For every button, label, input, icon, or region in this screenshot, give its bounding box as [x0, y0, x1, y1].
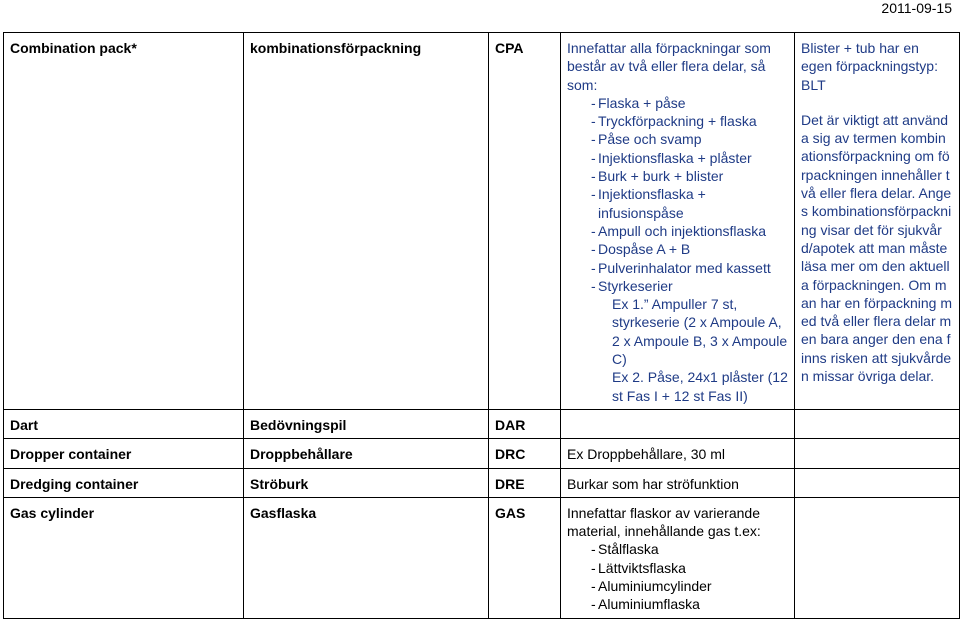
list-item: - Injektionsflaska + infusionspåse [567, 185, 788, 222]
description [561, 33, 795, 410]
list-item: - Flaska + påse [567, 94, 788, 112]
package-type-table [3, 32, 960, 619]
english-term: Dart [4, 409, 244, 438]
code: GAS [489, 497, 561, 618]
list-item: - Stålflaska [567, 540, 788, 558]
list-item: - Ampull och injektionsflaska [567, 222, 788, 240]
table-row [4, 439, 960, 468]
list-item: - Aluminiumflaska [567, 595, 788, 613]
code: DRE [489, 468, 561, 497]
list-item: - Burk + burk + blister [567, 167, 788, 185]
description: Ex Droppbehållare, 30 ml [561, 439, 795, 468]
list-item: - Dospåse A + B [567, 240, 788, 258]
code: DRC [489, 439, 561, 468]
swedish-term: Bedövningspil [244, 409, 489, 438]
table-row [4, 497, 960, 618]
english-term: Dredging container [4, 468, 244, 497]
swedish-term: kombinationsförpackning [244, 33, 489, 410]
table-row [4, 468, 960, 497]
code: DAR [489, 409, 561, 438]
note [795, 468, 960, 497]
example-1: Ex 1.” Ampuller 7 st, styrkeserie (2 x Ampoule A, 2 x Ampoule B, 3 x Ampoule C) [612, 296, 788, 368]
english-term: Combination pack* [4, 33, 244, 410]
description-intro: Innefattar flaskor av varierande material, innehållande gas t.ex: [567, 504, 761, 540]
list-item: - Tryckförpackning + flaska [567, 112, 788, 130]
note-paragraph-1: Blister + tub har en egen förpackningstyp: BLT [801, 40, 938, 93]
swedish-term: Ströburk [244, 468, 489, 497]
list-item: - Aluminiumcylinder [567, 577, 788, 595]
description [561, 409, 795, 438]
note [795, 439, 960, 468]
description: Burkar som har ströfunktion [561, 468, 795, 497]
note [795, 33, 960, 410]
combination-list [567, 94, 788, 295]
note-paragraph-2: Det är viktigt att använda sig av termen kombinationsförpackning om förpackningen innehåller två eller flera delar. Anges kombinationsförpackning visar det för sjukvård/apotek att man måste läsa mer om den aktuella förpackningen. Om man har en förpackning med två eller flera delar men bara anger den ena finns risken att sjukvården missar övriga delar. [801, 111, 952, 385]
note [795, 409, 960, 438]
document-date: 2011-09-15 [881, 0, 952, 16]
english-term: Dropper container [4, 439, 244, 468]
swedish-term: Gasflaska [244, 497, 489, 618]
swedish-term: Droppbehållare [244, 439, 489, 468]
list-item: - Styrkeserier [567, 277, 788, 295]
description-intro: Innefattar alla förpackningar som består av två eller flera delar, så som: [567, 40, 771, 93]
example-2: Ex 2. Påse, 24x1 plåster (12 st Fas I + 12 st Fas II) [612, 369, 788, 404]
list-item: - Påse och svamp [567, 130, 788, 148]
code: CPA [489, 33, 561, 410]
table-row [4, 33, 960, 410]
list-item: - Injektionsflaska + plåster [567, 149, 788, 167]
list-item: - Pulverinhalator med kassett [567, 259, 788, 277]
list-item: - Lättviktsflaska [567, 559, 788, 577]
gas-list [567, 540, 788, 613]
description [561, 497, 795, 618]
table-row [4, 409, 960, 438]
english-term: Gas cylinder [4, 497, 244, 618]
note [795, 497, 960, 618]
